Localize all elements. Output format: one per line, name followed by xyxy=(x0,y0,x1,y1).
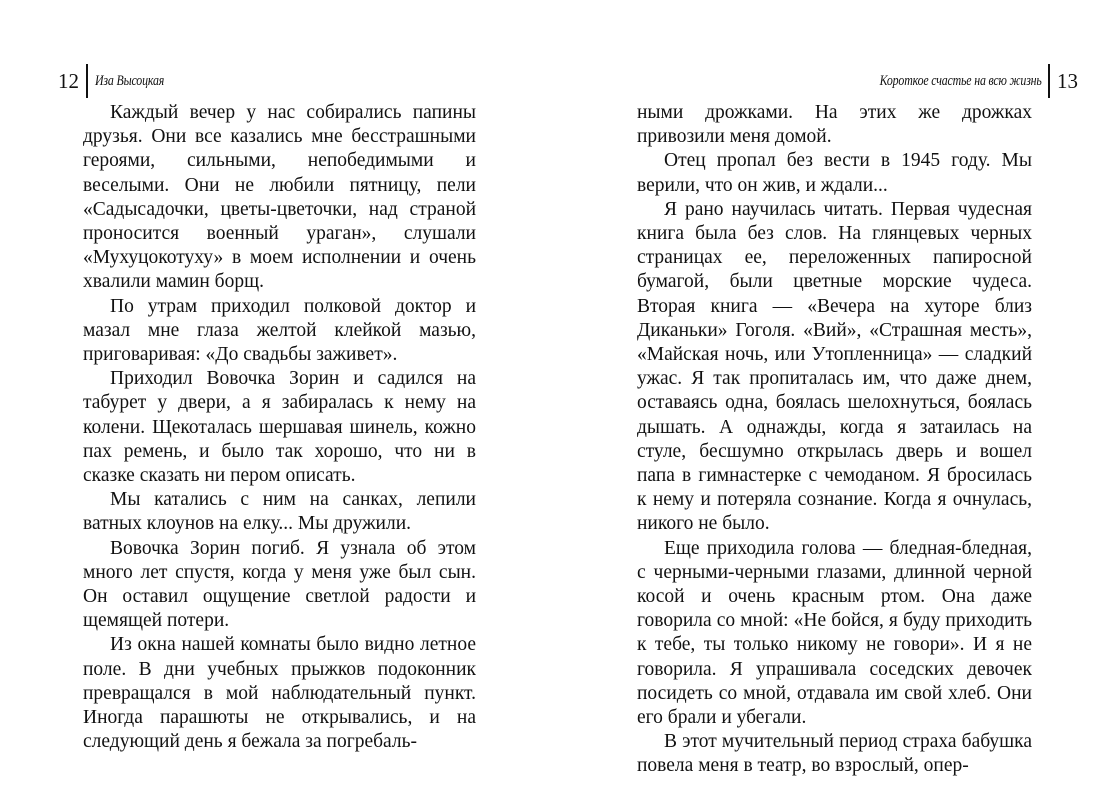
page-number-left: 12 xyxy=(58,69,79,93)
right-running-head xyxy=(844,62,1078,100)
paragraph: Из окна нашей комнаты было видно летное поле. В дни учебных прыжков подоконник превращался в мой наблюдательный пункт. Иногда парашюты не открывались, и на следующий день я бежала за погребаль- xyxy=(83,634,476,753)
paragraph: Вовочка Зорин погиб. Я узнала об этом много лет спустя, когда у меня уже был сын. Он оставил ощущение светлой радости и щемящей потери. xyxy=(83,537,476,632)
paragraph: Каждый вечер у нас собирались папины друзья. Они все казались мне бесстрашными героями, сильными, непобедимыми и веселыми. Они не любили пятницу, пели «Садысадочки, цветы-цветочки, над страной проносится военный ураган», слушали «Мухуцокотуху» в моем исполнении и очень хвалили мамин борщ. xyxy=(83,102,476,293)
continued-paragraph: ными дрожками. На этих же дрожках привозили меня домой. xyxy=(637,102,1032,148)
left-running-head xyxy=(58,62,179,100)
header-divider xyxy=(1048,64,1050,98)
book-title-header: Короткое счастье на всю жизнь xyxy=(879,72,1042,89)
page-number-right: 13 xyxy=(1057,69,1078,93)
paragraph: В этот мучительный период страха бабушка повела меня в театр, во взрослый, опер- xyxy=(637,731,1032,777)
paragraph: Я рано научилась читать. Первая чудесная книга была без слов. На глянцевых черных страницах ее, переложенных папиросной бумагой, были цветные морские чудеса. Вторая книга — «Вечера на хуторе близ Диканьки» Гоголя. «Вий», «Страшная месть», «Майская ночь, или Утопленница» — сладкий ужас. Я так пропиталась им, что даже днем, оставаясь одна, боялась шелохнуться, боялась дышать. А однажды, когда я затаилась на стуле, бесшумно открылась дверь и вошел папа в гимнастерке с чемоданом. Я бросилась к нему и потеряла сознание. Когда я очнулась, никого не было. xyxy=(637,198,1032,535)
paragraph: Приходил Вовочка Зорин и садился на табурет у двери, а я забиралась к нему на колени. Щекоталась шершавая шинель, кожно пах ремень, и было так хорошо, что ни в сказке сказать ни пером описать. xyxy=(83,368,476,487)
right-page-text xyxy=(637,101,1032,779)
paragraph: По утрам приходил полковой доктор и мазал мне глаза желтой клейкой мазью, приговаривая: «До свадьбы заживет». xyxy=(83,295,476,366)
author-name-header: Иза Высоцкая xyxy=(94,72,164,89)
header-divider xyxy=(86,64,88,98)
paragraph: Мы катались с ним на санках, лепили ватных клоунов на елку... Мы дружили. xyxy=(83,489,476,535)
left-page-text xyxy=(83,101,476,754)
right-page xyxy=(555,0,1110,800)
paragraph: Еще приходила голова — бледная-бледная, с черными-черными глазами, длинной черной косой и очень красным ртом. Она даже говорила со мной: «Не бойся, я буду приходить к тебе, ты только никому не говори». И я не говорила. Я упрашивала соседских девочек посидеть со мной, отдавала им свой хлеб. Они его брали и убегали. xyxy=(637,537,1032,729)
paragraph: Отец пропал без вести в 1945 году. Мы верили, что он жив, и ждали... xyxy=(637,150,1032,196)
